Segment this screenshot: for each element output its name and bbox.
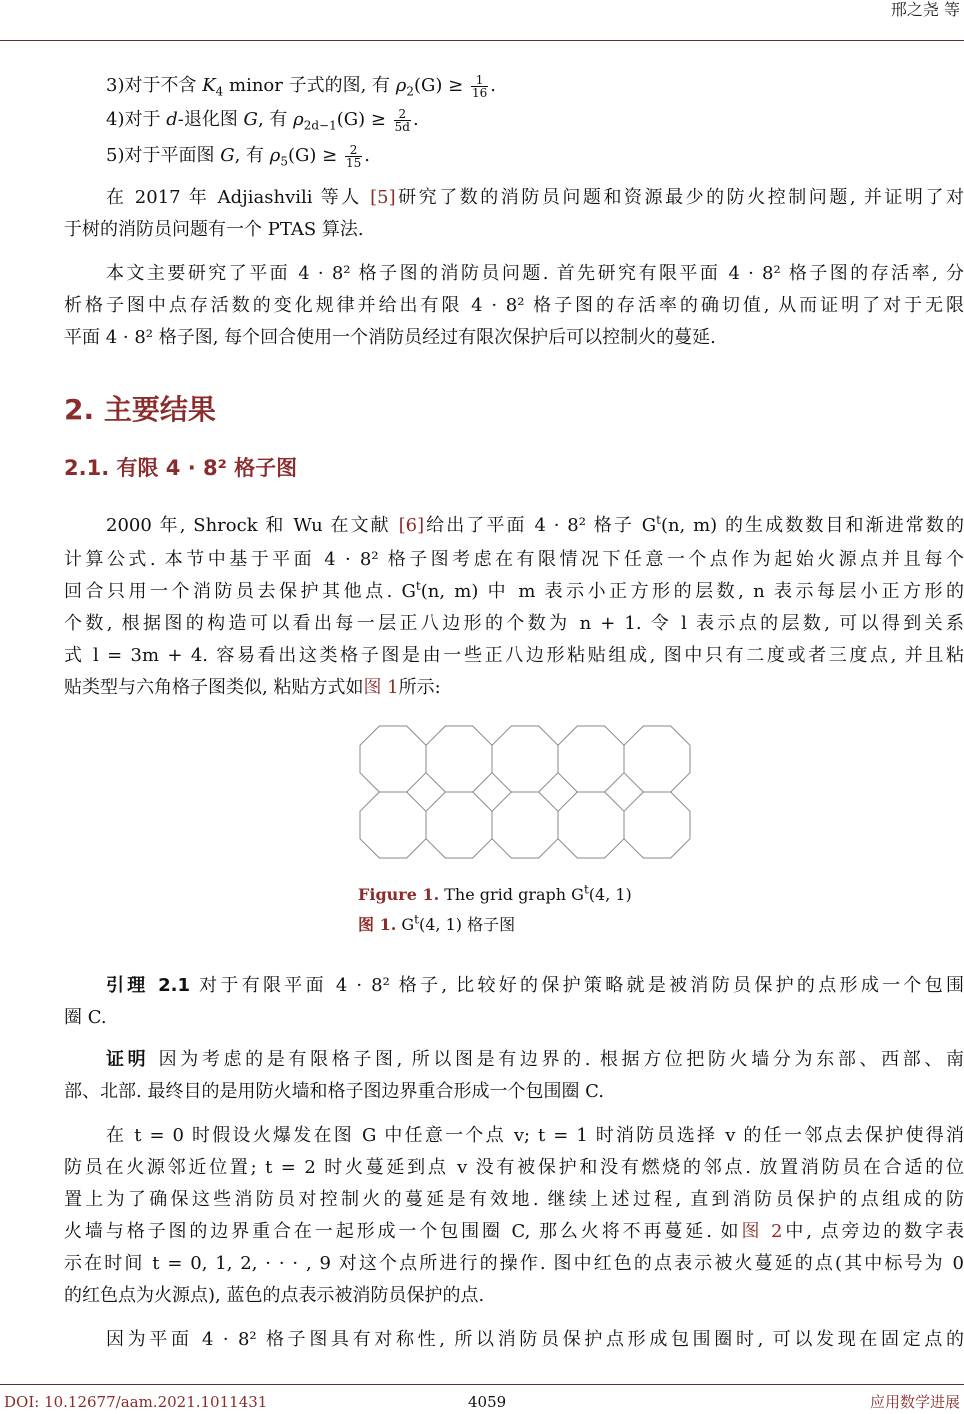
caption-text: (4, 1) 格子图 — [418, 915, 516, 934]
math-rho: ρ — [395, 75, 407, 96]
footer-rule — [0, 1384, 964, 1385]
math-sub: 2 — [406, 84, 414, 99]
subsection-title: 2.1. 有限 4 · 8² 格子图 — [64, 456, 298, 480]
list-item-5: 5)对于平面图 G, 有 $\rho_5(G)$ ≥ $\frac{2}{15}$ . — [106, 142, 370, 170]
text: 所示: — [398, 677, 441, 698]
para-adj-line-2: 于树的消防员问题有一个 PTAS 算法. — [64, 219, 364, 240]
para-shrock-line-5: 式 l = 3m + 4. 容易看出这类格子图是由一些正八边形粘贴组成, 图中只有二度或者三度点, 并且粘 — [64, 645, 964, 666]
text: 因为考虑的是有限格子图, 所以图是有边界的. 根据方位把防火墙分为东部、西部、南 — [158, 1049, 964, 1070]
text: 在 2017 年 Adjiashvili 等人 — [106, 187, 371, 208]
math-sup: t — [656, 513, 661, 527]
text: 给出了平面 4 · 8² 格子 G — [424, 515, 657, 536]
text: 4)对于 — [106, 109, 167, 130]
text: 中, 点旁边的数字表 — [782, 1221, 964, 1242]
denominator: 15 — [345, 155, 362, 170]
lemma-line-1 — [106, 972, 964, 1000]
math-sub: 5 — [280, 154, 288, 169]
header-author: 邢之尧 等 — [890, 0, 960, 19]
text: (G) ≥ — [336, 109, 392, 130]
text: 贴类型与六角格子图类似, 粘贴方式如 — [64, 677, 364, 698]
caption-text: G — [401, 915, 415, 934]
math-sup: t — [415, 579, 421, 593]
section-title: 2. 主要结果 — [64, 393, 216, 426]
footer-page-number: 4059 — [468, 1393, 507, 1411]
text: , 有 — [234, 145, 270, 166]
para-t-line-3: 置上为了确保这些消防员对控制火的蔓延是有效地. 继续上述过程, 直到消防员保护的点组成的防 — [64, 1189, 964, 1210]
citation-link[interactable]: [6] — [398, 515, 425, 536]
octagon — [426, 726, 492, 792]
figure-1-grid-graph — [358, 724, 698, 866]
text: , 有 — [257, 109, 294, 130]
text: (G) ≥ — [414, 75, 469, 96]
para-t-line-6: 的红色点为火源点), 蓝色的点表示被消防员保护的点. — [64, 1285, 485, 1306]
octagon — [624, 792, 690, 858]
para-t-line-2: 防员在火源邻近位置; t = 2 时火蔓延到点 v 没有被保护和没有燃烧的邻点. 放置消防员在合适的位 — [64, 1157, 964, 1178]
text: 回合只用一个消防员去保护其他点. G — [64, 581, 416, 602]
text: (G) ≥ — [288, 145, 343, 166]
text: -退化图 — [177, 109, 244, 130]
denominator: 5d — [394, 119, 410, 134]
octagon — [492, 792, 558, 858]
text: 2000 年, Shrock 和 Wu 在文献 — [106, 515, 399, 536]
numerator: 1 — [471, 74, 488, 87]
figure-1-caption-en — [358, 884, 632, 906]
para-sym-line-1: 因为平面 4 · 8² 格子图具有对称性, 所以消防员保护点形成包围圈时, 可以发现在固定点的 — [106, 1329, 964, 1350]
list-item-4: 4)对于 d-退化图 G, 有 $\rho_{2d-1}(G)$ ≥ $\frac{2}{5d}$ . — [106, 106, 419, 134]
list-item-3: 3)对于不含 $K_4$ minor 子式的图, 有 $\rho_2(G)$ ≥ $\frac{1}{16}$ . — [106, 72, 496, 100]
denominator: 16 — [471, 85, 488, 100]
math-sub: 2d−1 — [303, 118, 337, 133]
octagon — [360, 726, 426, 792]
math-sup: t — [414, 912, 419, 927]
octagon — [426, 792, 492, 858]
octagon — [558, 792, 624, 858]
para-adj-line-1 — [106, 184, 964, 212]
para-t-line-4 — [64, 1218, 964, 1246]
para-shrock-line-2: 计算公式. 本节中基于平面 4 · 8² 格子图考虑在有限情况下任意一个点作为起始火源点并且每个 — [64, 549, 964, 570]
para-t-line-1: 在 t = 0 时假设火爆发在图 G 中任意一个点 v; t = 1 时消防员选择 v 的任一邻点去保护使得消 — [106, 1125, 964, 1146]
para-shrock-line-6 — [64, 674, 441, 702]
caption-text: The grid graph G — [444, 885, 584, 904]
math-G: G — [243, 109, 258, 130]
text: 3)对于不含 — [106, 75, 203, 96]
figure-1-caption-zh — [358, 914, 515, 936]
lemma-line-2: 圈 C. — [64, 1007, 107, 1028]
proof-label: 证明 — [106, 1049, 150, 1070]
numerator: 2 — [394, 108, 411, 121]
proof-line-2: 部、北部. 最终目的是用防火墙和格子图边界重合形成一个包围圈 C. — [64, 1081, 605, 1102]
header-rule — [0, 40, 964, 41]
para-main-line-2: 析格子图中点存活数的变化规律并给出有限 4 · 8² 格子图的存活率的确切值, 从而证明了对于无限 — [64, 295, 964, 316]
figure-link[interactable]: 图 2 — [741, 1221, 783, 1242]
math-sup: t — [583, 882, 589, 897]
text: (n, m) 中 m 表示小正方形的层数, n 表示每层小正方形的 — [420, 581, 964, 602]
math-sub: 4 — [215, 84, 224, 99]
proof-line-1 — [106, 1046, 964, 1074]
fraction — [345, 144, 362, 169]
numerator: 2 — [345, 144, 362, 157]
math-d: d — [166, 109, 178, 130]
math-rho: ρ — [269, 145, 281, 166]
para-shrock-line-3 — [64, 578, 964, 606]
octagon — [624, 726, 690, 792]
para-shrock-line-1 — [106, 512, 964, 540]
caption-text: (4, 1) — [588, 885, 632, 904]
fraction — [394, 108, 411, 133]
caption-label: 图 1. — [358, 915, 397, 934]
math-G: G — [220, 145, 235, 166]
octagon — [558, 726, 624, 792]
fraction — [471, 74, 488, 99]
text: 对于有限平面 4 · 8² 格子, 比较好的保护策略就是被消防员保护的点形成一个包围 — [199, 975, 964, 996]
para-main-line-1: 本文主要研究了平面 4 · 8² 格子图的消防员问题. 首先研究有限平面 4 · 8² 格子图的存活率, 分 — [106, 263, 964, 284]
para-t-line-5: 示在时间 t = 0, 1, 2, · · · , 9 对这个点所进行的操作. 图中红色的点表示被火蔓延的点(其中标号为 0 — [64, 1253, 964, 1274]
footer-doi[interactable]: DOI: 10.12677/aam.2021.1011431 — [4, 1393, 268, 1411]
octagon — [360, 792, 426, 858]
caption-label: Figure 1. — [358, 885, 440, 904]
text: minor 子式的图, 有 — [223, 75, 396, 96]
text: (n, m) 的生成数数目和渐进常数的 — [660, 515, 964, 536]
footer-journal: 应用数学进展 — [869, 1393, 960, 1411]
figure-link[interactable]: 图 1 — [363, 677, 399, 698]
text: 火墙与格子图的边界重合在一起形成一个包围圈 C, 那么火将不再蔓延. 如 — [64, 1221, 742, 1242]
text: 5)对于平面图 — [106, 145, 221, 166]
para-main-line-3: 平面 4 · 8² 格子图, 每个回合使用一个消防员经过有限次保护后可以控制火的蔓延. — [64, 327, 716, 348]
text: 研究了数的消防员问题和资源最少的防火控制问题, 并证明了对 — [395, 187, 964, 208]
citation-link[interactable]: [5] — [370, 187, 396, 208]
para-shrock-line-4: 个数, 根据图的构造可以看出每一层正八边形的个数为 n + 1. 令 l 表示点的层数, 可以得到关系 — [64, 613, 964, 634]
math-rho: ρ — [293, 109, 304, 130]
lemma-label: 引理 2.1 — [106, 975, 191, 996]
math-K: K — [202, 75, 216, 96]
octagon — [492, 726, 558, 792]
